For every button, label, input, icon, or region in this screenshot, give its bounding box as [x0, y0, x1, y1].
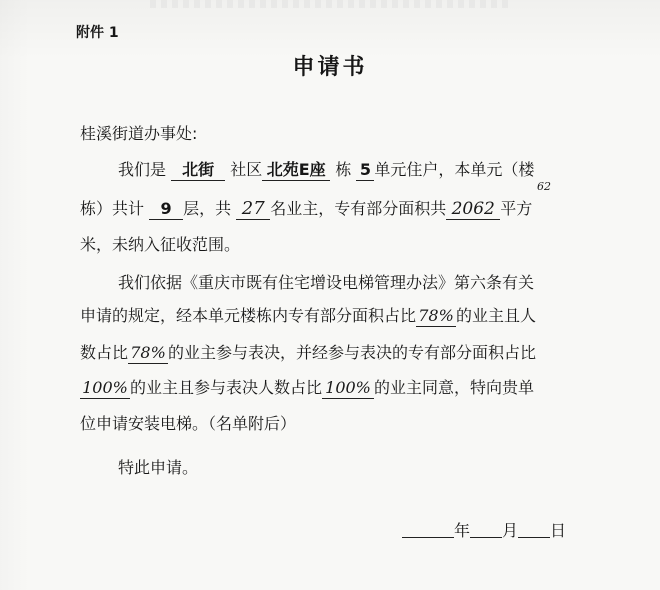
text: 名业主，专有部分面积共 — [270, 199, 447, 218]
p1-line-2 — [80, 199, 532, 220]
p2-line-3 — [80, 343, 536, 364]
document-title: 申请书 — [292, 55, 368, 80]
floors-field: 9 — [149, 199, 183, 220]
text: 栋）共计 — [80, 199, 145, 218]
vote-people-ratio-field: 100% — [322, 378, 374, 399]
owners-field: 27 — [236, 199, 270, 220]
text: 平方 — [500, 199, 533, 218]
text: 我们是 — [118, 160, 167, 179]
text: 社区 — [230, 160, 263, 179]
area-field: 2062 — [446, 199, 500, 220]
text: 的业主且参与表决人数占比 — [130, 378, 323, 397]
text: 栋 — [335, 160, 352, 179]
attachment-label: 附件 1 — [76, 25, 119, 41]
p1-line-1 — [118, 160, 534, 181]
text: 的业主参与表决，并经参与表决的专有部分面积占比 — [168, 343, 537, 362]
area-ratio-field: 78% — [416, 306, 456, 327]
date-line — [402, 521, 566, 541]
addressee: 桂溪街道办事处: — [80, 124, 198, 143]
month-label: 月 — [502, 521, 519, 540]
area-decimal: 62 — [537, 180, 551, 193]
text: 数占比 — [80, 343, 129, 362]
year-blank — [402, 521, 454, 538]
day-blank — [518, 521, 550, 538]
scan-bleed-through — [150, 0, 510, 8]
p2-line-4 — [80, 378, 534, 399]
street-field: 北街 — [171, 160, 225, 181]
closing: 特此申请。 — [118, 458, 199, 477]
day-label: 日 — [550, 521, 567, 540]
text: 的业主且人 — [456, 306, 537, 325]
people-ratio-field: 78% — [128, 343, 168, 364]
p2-line-1: 我们依据《重庆市既有住宅增设电梯管理办法》第六条有关 — [118, 273, 535, 292]
building-field: 北苑E座 — [262, 160, 330, 181]
unit-field: 5 — [356, 160, 374, 181]
text: 的业主同意，特向贵单 — [374, 378, 535, 397]
text: 层，共 — [183, 199, 232, 218]
text: 单元住户，本单元（楼 — [374, 160, 535, 179]
month-blank — [470, 521, 502, 538]
p1-line-3: 米，未纳入征收范围。 — [80, 235, 241, 254]
year-label: 年 — [454, 521, 471, 540]
text: 申请的规定，经本单元楼栋内专有部分面积占比 — [80, 306, 417, 325]
vote-area-ratio-field: 100% — [80, 378, 130, 399]
p2-line-5: 位申请安装电梯。（名单附后） — [80, 414, 297, 433]
p2-line-2 — [80, 306, 536, 327]
